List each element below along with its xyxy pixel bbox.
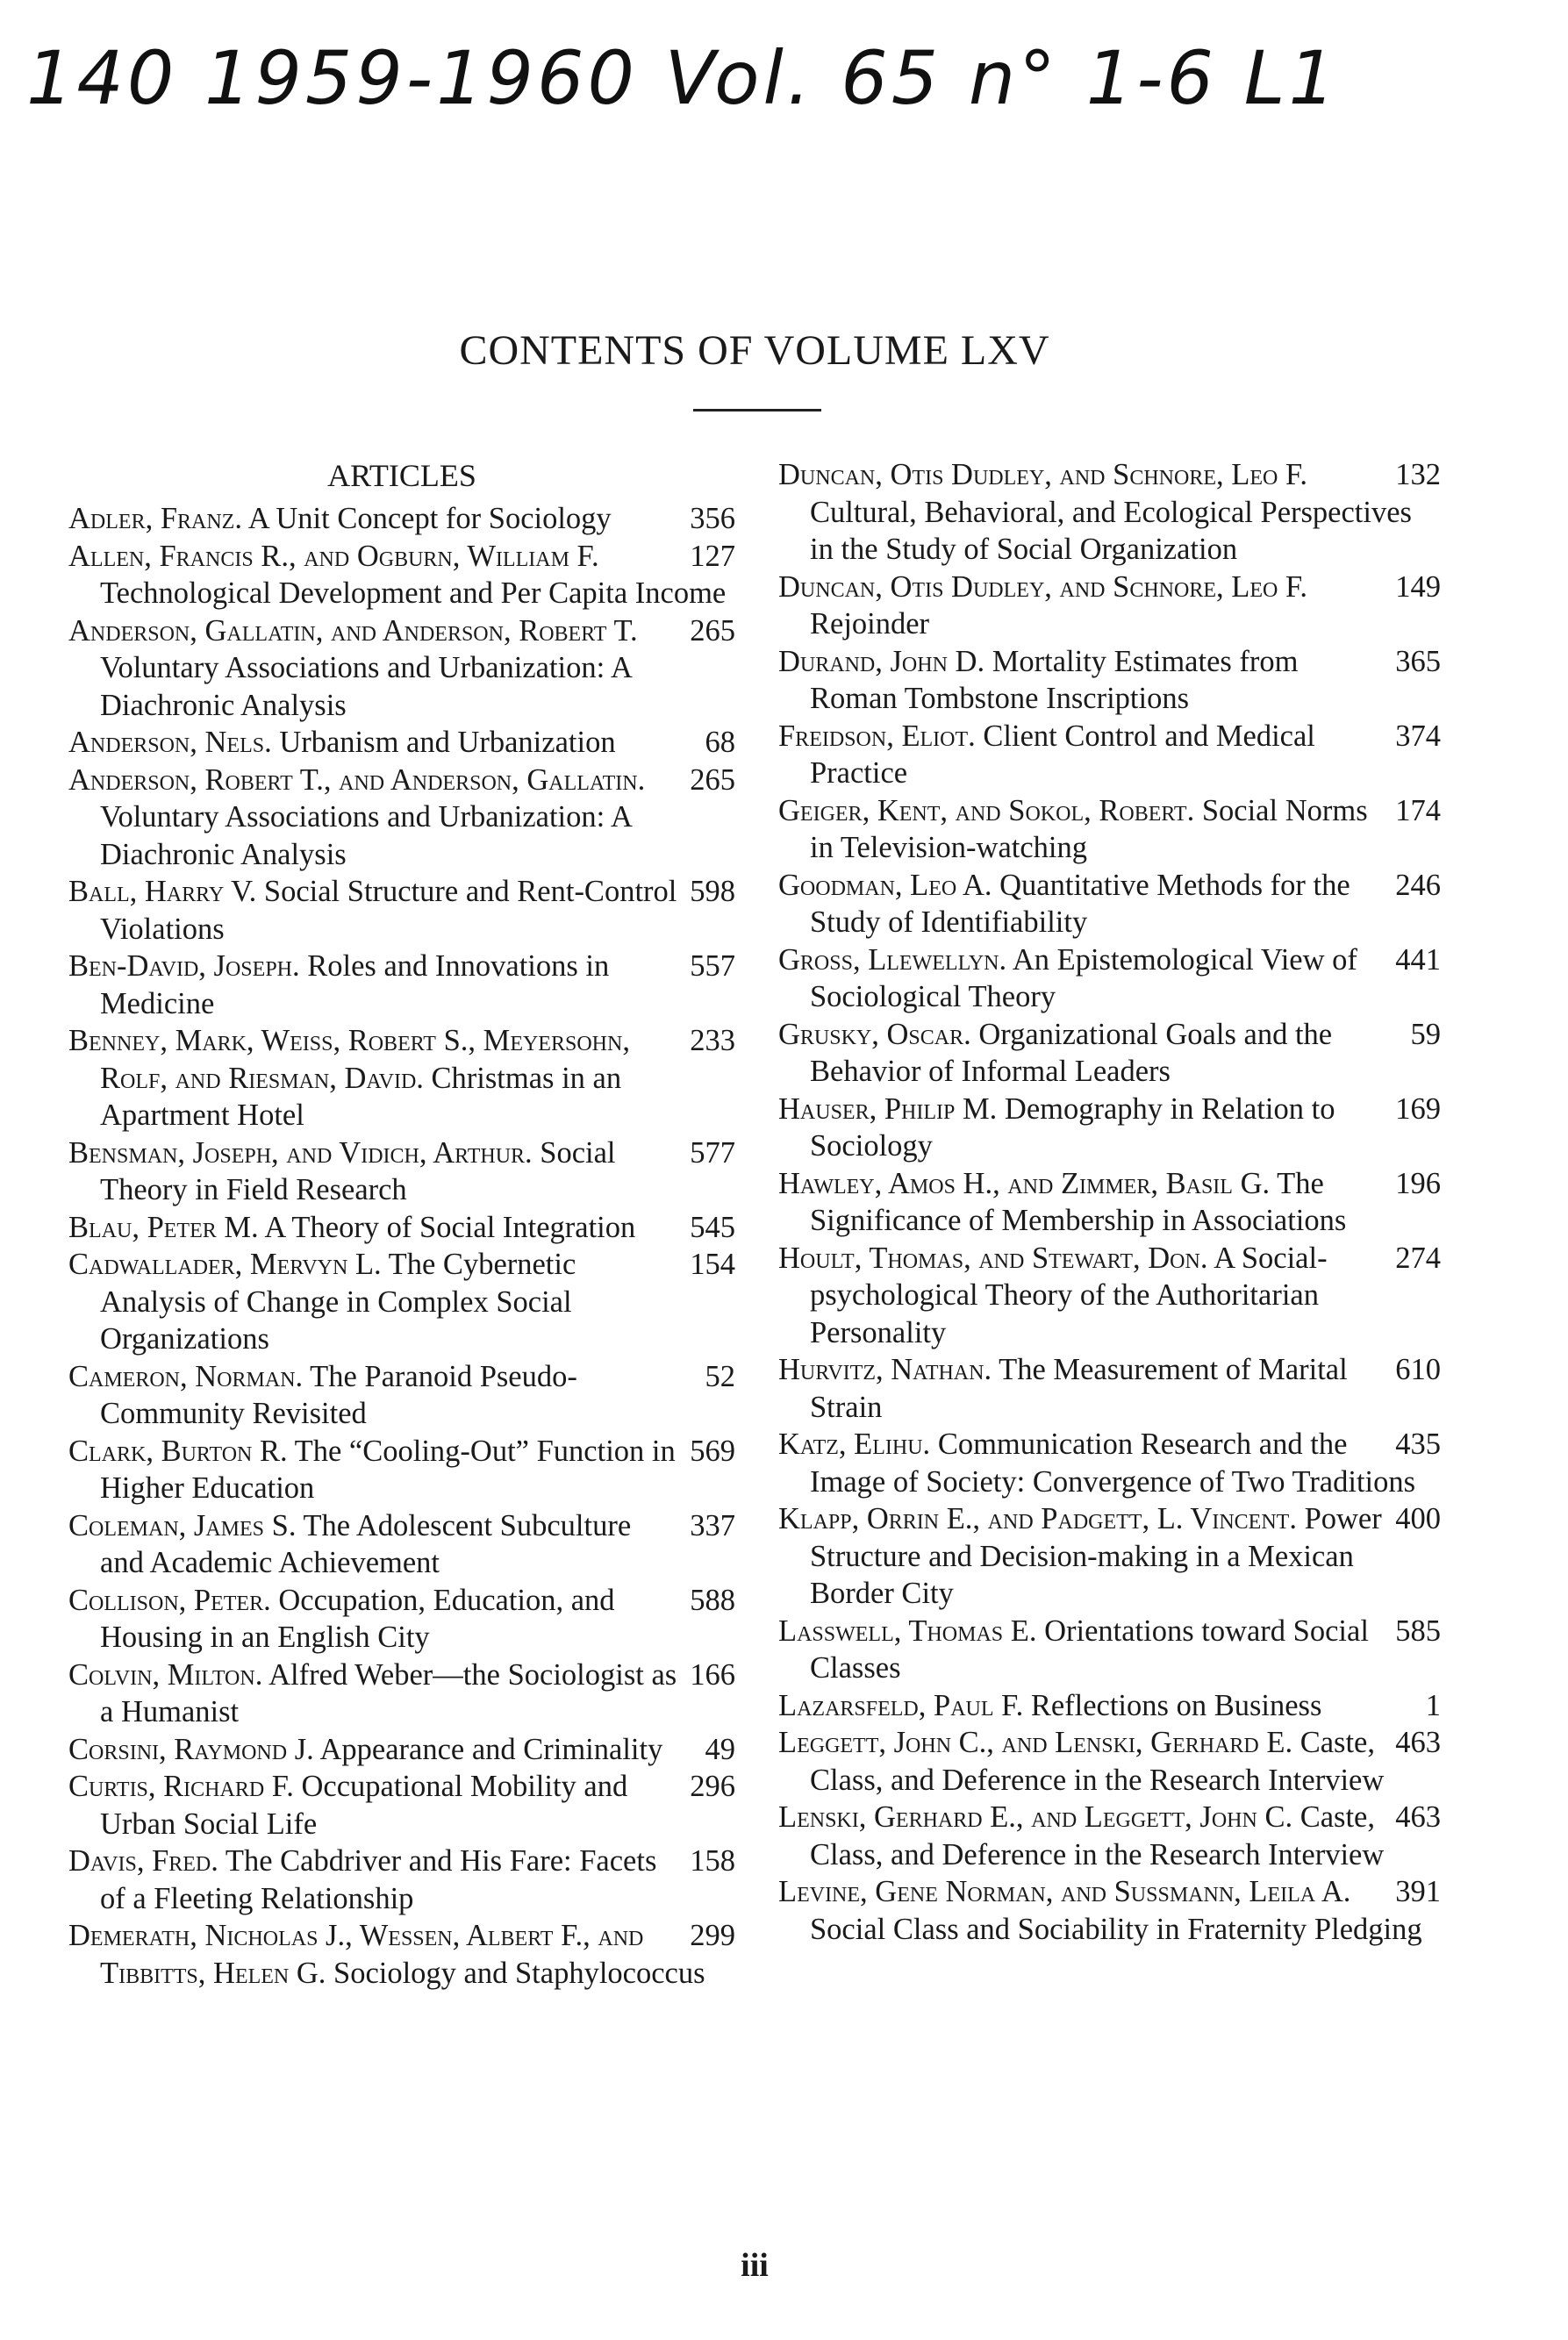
entry-title: Caste, Class, and Deference in the Research Interview: [810, 1726, 1385, 1797]
entry-author: Duncan, Otis Dudley, and Schnore, Leo F.: [778, 458, 1307, 491]
toc-entry: [778, 1091, 1441, 1165]
entry-author: Curtis, Richard F.: [68, 1770, 294, 1803]
toc-entry: [68, 500, 735, 538]
entry-author: Gross, Llewellyn.: [778, 942, 1007, 977]
toc-entry: [68, 612, 735, 725]
entry-page-number: 174: [1386, 792, 1441, 830]
entry-title: The Measurement of Marital Strain: [810, 1353, 1348, 1424]
entry-page-number: 557: [681, 948, 735, 985]
entry-page-number: 365: [1386, 643, 1441, 681]
toc-entry: [68, 762, 735, 874]
entry-title: Mortality Estimates from Roman Tombstone Inscriptions: [810, 644, 1299, 715]
entry-page-number: 132: [1386, 456, 1441, 494]
toc-entry: [778, 1165, 1441, 1240]
entry-title: Occupation, Education, and Housing in an English City: [100, 1583, 615, 1654]
entry-page-number: 588: [681, 1582, 735, 1620]
entry-page-number: 435: [1386, 1426, 1441, 1463]
toc-entry: [778, 456, 1441, 569]
toc-entry: [778, 569, 1441, 643]
entry-page-number: 233: [681, 1022, 735, 1060]
entry-author: Allen, Francis R., and Ogburn, William F.: [68, 539, 599, 573]
entry-page-number: 265: [681, 612, 735, 650]
toc-entry: [68, 1209, 735, 1247]
entry-title: Voluntary Associations and Urbanization: A Diachronic Analysis: [100, 651, 631, 722]
entry-title: A Social-psychological Theory of the Authoritarian Personality: [810, 1241, 1328, 1349]
entry-title: Social Structure and Rent-Control Violations: [100, 875, 677, 946]
toc-entry: [778, 1873, 1441, 1948]
entry-author: Goodman, Leo A.: [778, 868, 992, 902]
entry-author: Anderson, Robert T., and Anderson, Gallatin.: [68, 762, 646, 797]
entry-page-number: 296: [681, 1768, 735, 1806]
entry-author: Grusky, Oscar.: [778, 1017, 971, 1051]
entry-author: Anderson, Nels.: [68, 726, 272, 759]
entry-author: Duncan, Otis Dudley, and Schnore, Leo F.: [778, 569, 1307, 604]
entry-page-number: 265: [681, 762, 735, 799]
entry-title: The Cybernetic Analysis of Change in Complex Social Organizations: [100, 1248, 576, 1356]
toc-entry: [68, 1657, 735, 1731]
entry-page-number: 598: [681, 873, 735, 911]
toc-entry: [68, 1134, 735, 1209]
entry-author: Cadwallader, Mervyn L.: [68, 1248, 382, 1281]
entry-title: The Paranoid Pseudo-Community Revisited: [100, 1359, 577, 1430]
entry-title: Alfred Weber—the Sociologist as a Humanist: [100, 1657, 677, 1728]
toc-entry: [68, 1507, 735, 1582]
toc-entry: [68, 1358, 735, 1433]
entry-page-number: 169: [1386, 1091, 1441, 1128]
entry-page-number: 374: [1386, 718, 1441, 755]
toc-entry: [68, 873, 735, 948]
entry-page-number: 246: [1386, 867, 1441, 905]
entry-page-number: 299: [681, 1917, 735, 1955]
entry-author: Cameron, Norman.: [68, 1359, 304, 1393]
entry-title: The Significance of Membership in Associations: [810, 1166, 1347, 1237]
right-entry-list: [778, 456, 1441, 1948]
entry-page-number: 463: [1386, 1799, 1441, 1836]
toc-entry: [68, 948, 735, 1022]
entry-author: Levine, Gene Norman, and Sussmann, Leila A.: [778, 1875, 1351, 1908]
entry-title: Urbanism and Urbanization: [279, 726, 616, 759]
entry-title: The “Cooling-Out” Function in Higher Education: [100, 1434, 676, 1505]
entry-title: Power Structure and Decision-making in a Mexican Border City: [810, 1502, 1382, 1610]
toc-entry: [778, 1016, 1441, 1091]
entry-page-number: 127: [681, 538, 735, 576]
entry-page-number: 610: [1386, 1351, 1441, 1389]
entry-page-number: 196: [1386, 1165, 1441, 1203]
right-column: [778, 456, 1441, 1948]
entry-page-number: 149: [1386, 569, 1441, 606]
entry-title: Communication Research and the Image of Society: Convergence of Two Traditions: [810, 1428, 1416, 1499]
toc-entry: [68, 724, 735, 762]
toc-entry: [68, 1768, 735, 1843]
entry-title: Voluntary Associations and Urbanization: A Diachronic Analysis: [100, 800, 631, 871]
page-title: CONTENTS OF VOLUME LXV: [459, 327, 1050, 374]
entry-title: Caste, Class, and Deference in the Research Interview: [810, 1800, 1385, 1871]
entry-author: Ball, Harry V.: [68, 875, 257, 908]
toc-entry: [68, 1433, 735, 1507]
entry-author: Durand, John D.: [778, 644, 985, 678]
entry-title: The Cabdriver and His Fare: Facets of a Fleeting Relationship: [100, 1844, 657, 1915]
toc-entry: [778, 1351, 1441, 1426]
entry-author: Corsini, Raymond J.: [68, 1732, 314, 1766]
entry-page-number: 356: [681, 500, 735, 538]
entry-title: Quantitative Methods for the Study of Identifiability: [810, 868, 1350, 939]
toc-entry: [778, 792, 1441, 867]
entry-page-number: 441: [1386, 941, 1441, 979]
entry-title: Sociology and Staphylococcus: [333, 1956, 705, 1990]
entry-author: Demerath, Nicholas J., Wessen, Albert F., and Tibbitts, Helen G.: [68, 1919, 644, 1990]
entry-author: Klapp, Orrin E., and Padgett, L. Vincent.: [778, 1502, 1297, 1535]
toc-entry: [68, 538, 735, 612]
entry-title: Orientations toward Social Classes: [810, 1614, 1369, 1685]
entry-title: Demography in Relation to Sociology: [810, 1091, 1335, 1163]
entry-author: Hawley, Amos H., and Zimmer, Basil G.: [778, 1166, 1271, 1200]
entry-author: Hoult, Thomas, and Stewart, Don.: [778, 1241, 1208, 1275]
page-folio: iii: [741, 2247, 769, 2284]
toc-entry: [778, 1426, 1441, 1500]
entry-author: Hurvitz, Nathan.: [778, 1353, 992, 1386]
entry-title: Organizational Goals and the Behavior of Informal Leaders: [810, 1017, 1333, 1088]
toc-entry: [778, 1687, 1441, 1725]
entry-page-number: 1: [1417, 1687, 1441, 1725]
entry-title: Social Theory in Field Research: [100, 1135, 616, 1206]
section-heading: ARTICLES: [327, 458, 476, 493]
entry-page-number: 400: [1386, 1500, 1441, 1538]
entry-author: Freidson, Eliot.: [778, 719, 976, 753]
entry-author: Colvin, Milton.: [68, 1657, 263, 1692]
entry-page-number: 49: [697, 1731, 736, 1769]
toc-entry: [778, 1613, 1441, 1687]
toc-entry: [778, 941, 1441, 1016]
entry-title: Social Norms in Television-watching: [810, 793, 1368, 864]
entry-author: Davis, Fred.: [68, 1844, 218, 1878]
entry-title: The Adolescent Subculture and Academic Achievement: [100, 1508, 632, 1579]
entry-title: Technological Development and Per Capita Income: [100, 576, 727, 610]
toc-entry: [778, 1500, 1441, 1613]
entry-author: Adler, Franz.: [68, 502, 242, 535]
toc-entry: [68, 1917, 735, 1992]
entry-author: Benney, Mark, Weiss, Robert S., Meyersohn, Rolf, and Riesman, David.: [68, 1024, 630, 1095]
toc-entry: [778, 1799, 1441, 1873]
entry-title: Social Class and Sociability in Fraternity Pledging: [810, 1912, 1422, 1946]
entry-title: A Theory of Social Integration: [264, 1210, 636, 1244]
toc-entry: [68, 1582, 735, 1657]
entry-page-number: 68: [697, 724, 736, 762]
toc-entry: [778, 867, 1441, 941]
entry-title: An Epistemological View of Sociological Theory: [810, 942, 1357, 1013]
entry-author: Anderson, Gallatin, and Anderson, Robert T.: [68, 613, 638, 648]
title-rule: [693, 409, 821, 411]
entry-author: Blau, Peter M.: [68, 1210, 259, 1244]
entry-page-number: 154: [681, 1246, 735, 1284]
entry-author: Katz, Elihu.: [778, 1428, 931, 1461]
toc-entry: [68, 1731, 735, 1769]
entry-page-number: 274: [1386, 1240, 1441, 1277]
entry-page-number: 463: [1386, 1724, 1441, 1762]
entry-author: Leggett, John C., and Lenski, Gerhard E.: [778, 1726, 1293, 1759]
entry-author: Geiger, Kent, and Sokol, Robert.: [778, 793, 1195, 827]
entry-page-number: 59: [1402, 1016, 1442, 1054]
toc-entry: [778, 643, 1441, 718]
entry-title: Client Control and Medical Practice: [810, 719, 1315, 790]
entry-title: Rejoinder: [810, 607, 930, 640]
entry-page-number: 585: [1386, 1613, 1441, 1650]
entry-page-number: 391: [1386, 1873, 1441, 1911]
toc-entry: [778, 1240, 1441, 1352]
entry-page-number: 158: [681, 1843, 735, 1880]
entry-author: Lasswell, Thomas E.: [778, 1614, 1037, 1648]
entry-page-number: 577: [681, 1134, 735, 1172]
entry-page-number: 337: [681, 1507, 735, 1545]
left-column: [68, 456, 735, 1992]
entry-page-number: 545: [681, 1209, 735, 1247]
entry-author: Ben-David, Joseph.: [68, 949, 300, 983]
toc-entry: [68, 1246, 735, 1358]
entry-title: Reflections on Business: [1030, 1688, 1322, 1722]
toc-entry: [778, 718, 1441, 792]
entry-author: Coleman, James S.: [68, 1508, 297, 1542]
entry-page-number: 569: [681, 1433, 735, 1471]
entry-author: Bensman, Joseph, and Vidich, Arthur.: [68, 1135, 533, 1170]
entry-title: A Unit Concept for Sociology: [247, 502, 612, 535]
left-entry-list: [68, 500, 735, 1992]
entry-title: Christmas in an Apartment Hotel: [100, 1061, 622, 1132]
entry-author: Clark, Burton R.: [68, 1434, 288, 1468]
entry-title: Cultural, Behavioral, and Ecological Perspectives in the Study of Social Organization: [810, 495, 1412, 566]
entry-author: Hauser, Philip M.: [778, 1091, 998, 1126]
entry-author: Lenski, Gerhard E., and Leggett, John C.: [778, 1800, 1293, 1834]
entry-title: Occupational Mobility and Urban Social Life: [100, 1770, 628, 1841]
toc-entry: [68, 1022, 735, 1134]
toc-entry: [778, 1724, 1441, 1799]
handwritten-note: 140 1959-1960 Vol. 65 n° 1-6 L1: [26, 35, 1339, 121]
toc-entry: [68, 1843, 735, 1917]
entry-author: Collison, Peter.: [68, 1583, 271, 1617]
entry-page-number: 166: [681, 1657, 735, 1694]
entry-title: Roles and Innovations in Medicine: [100, 949, 610, 1020]
entry-author: Lazarsfeld, Paul F.: [778, 1688, 1024, 1722]
entry-page-number: 52: [697, 1358, 736, 1396]
entry-title: Appearance and Criminality: [319, 1732, 663, 1766]
